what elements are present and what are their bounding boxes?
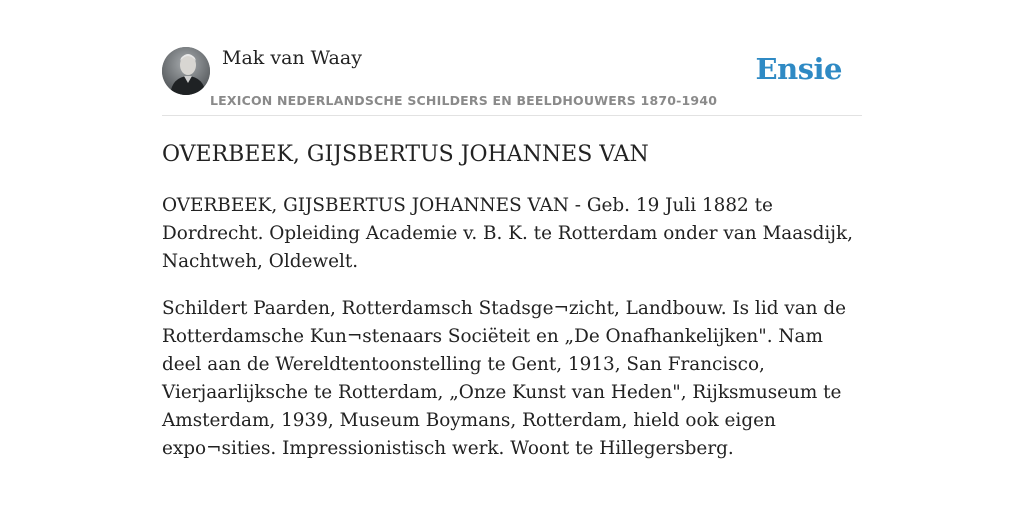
- article-paragraph: Schildert Paarden, Rotterdamsch Stadsge¬zicht, Landbouw. Is lid van de Rotterdamsche Kun¬stenaars Sociëteit en „De Onafhankelijken". Nam deel aan de Wereldtentoonstelling te Gent, 1913, San Francisco, Vierjaarlijksche te Rotterdam, „Onze Kunst van Heden", Rijksmuseum te Amsterdam, 1939, Museum Boymans, Rotterdam, hield ook eigen expo¬sities. Impressionistisch werk. Woont te Hillegersberg.: [162, 298, 847, 459]
- brand-logo[interactable]: Ensie: [755, 52, 842, 86]
- article-paragraph: OVERBEEK, GIJSBERTUS JOHANNES VAN - Geb. 19 Juli 1882 te Dordrecht. Opleiding Academie v. B. K. te Rotterdam onder van Maasdijk, Nachtweh, Oldewelt.: [162, 195, 853, 272]
- author-avatar[interactable]: [162, 47, 210, 95]
- header: [162, 46, 862, 116]
- page-title: OVERBEEK, GIJSBERTUS JOHANNES VAN: [162, 142, 649, 167]
- source-title[interactable]: LEXICON NEDERLANDSCHE SCHILDERS EN BEELDHOUWERS 1870-1940: [210, 93, 718, 108]
- author-name[interactable]: Mak van Waay: [222, 47, 362, 69]
- article-body: [162, 192, 864, 482]
